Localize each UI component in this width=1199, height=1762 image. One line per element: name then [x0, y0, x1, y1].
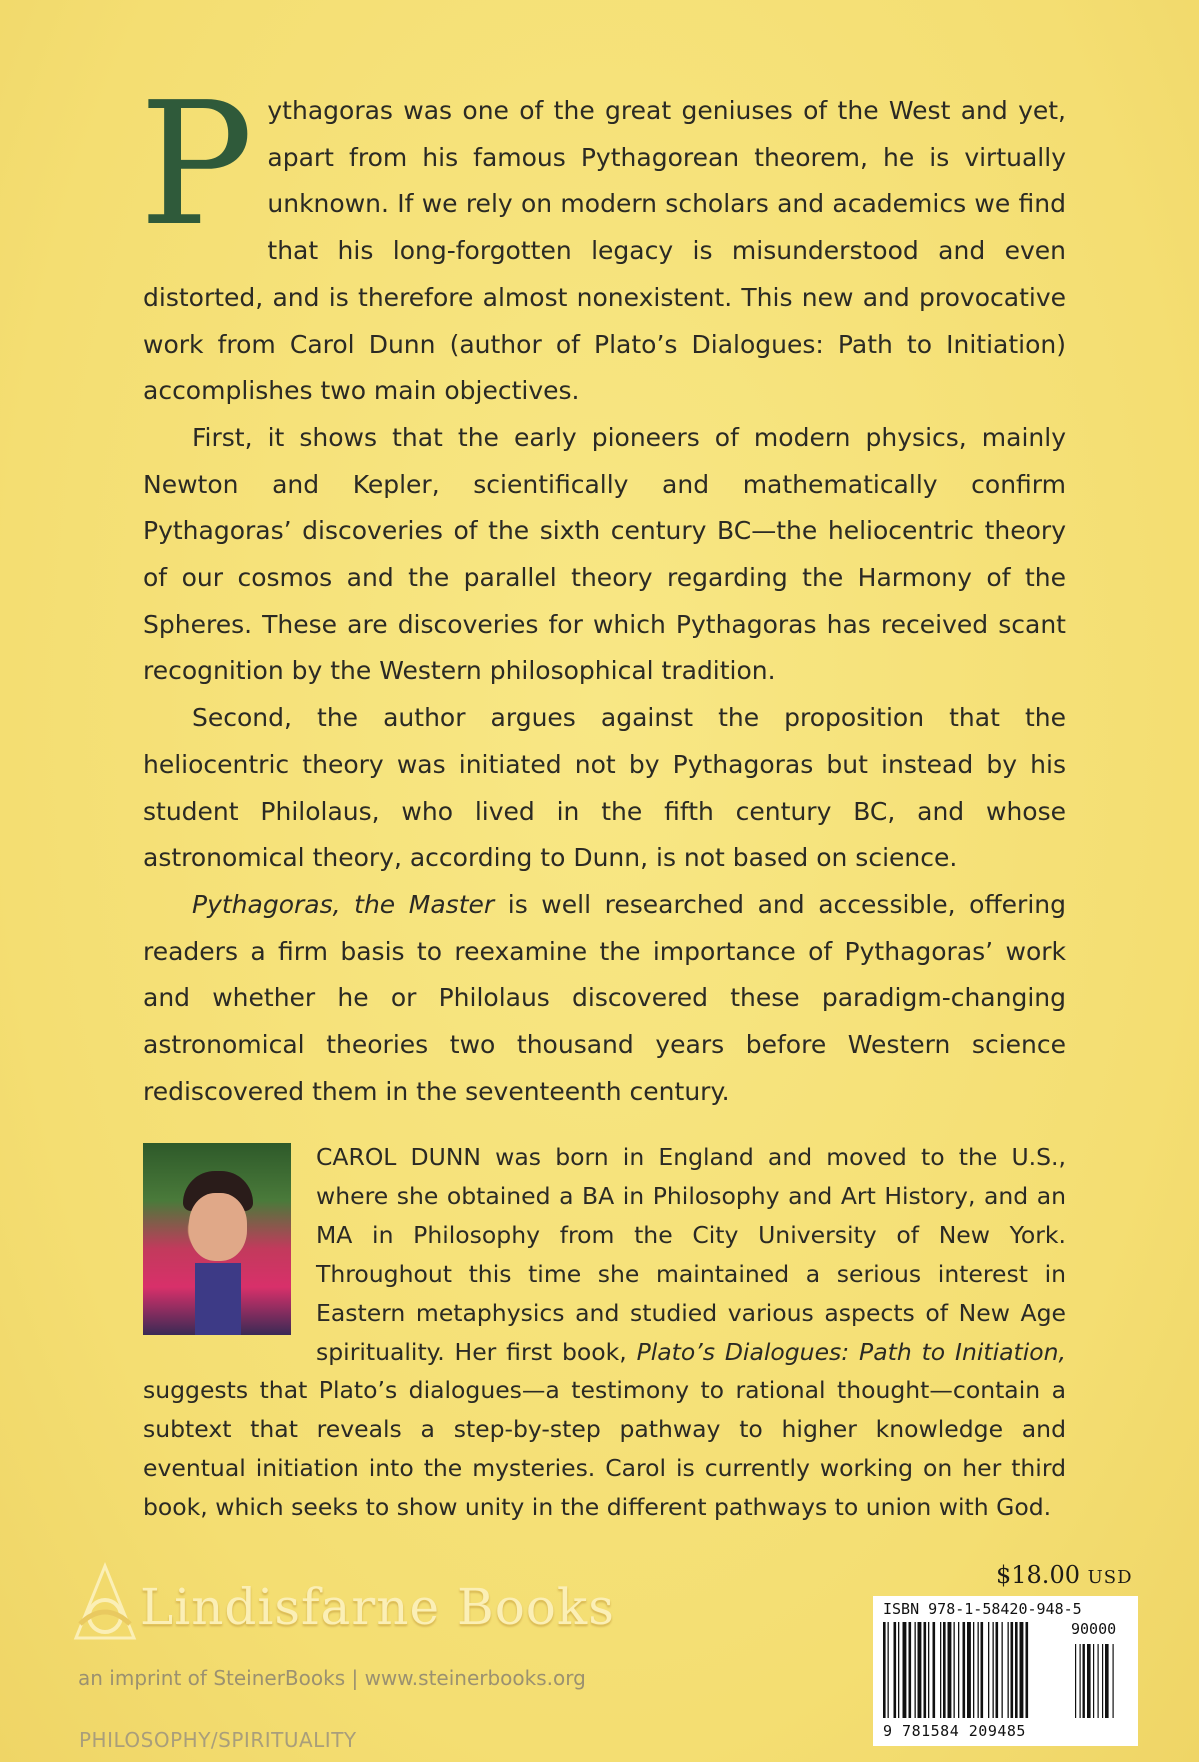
author-bio-text: suggests that Plato’s dialogues—a testimony to rational thought—contain a subtext that reveals a step-by-step pathway to higher knowledge and eventual initiation into the mysteries. Carol is currently working on her third book, which seeks to show unity in the different pathways to union with God.: [143, 1376, 1066, 1522]
publisher-logo: [70, 1560, 630, 1650]
blurb-paragraph: [143, 882, 1066, 1116]
isbn-label: ISBN 978-1-58420-948-5: [883, 1600, 1082, 1618]
ean-digits: 9 781584 209485: [883, 1722, 1026, 1740]
blurb-text: ythagoras was one of the great geniuses of the West and yet, apart from his famous Pythagorean theorem, he is virtually unknown. If we rely on modern scholars and academics we find that his long-forgotten legacy is misunderstood and even distorted, and is therefore almost nonexistent. This new and provocative work from Carol Dunn (author of Plato’s Dialogues: Path to Initiation) accomplishes two main objectives.: [143, 96, 1066, 406]
author-bio: [143, 1138, 1066, 1527]
price-amount: $18.00: [996, 1561, 1080, 1589]
category-label: PHILOSOPHY/SPIRITUALITY: [79, 1728, 357, 1752]
price-currency: USD: [1087, 1567, 1133, 1588]
blurb-paragraph: [139, 66, 1066, 415]
price: [996, 1561, 1133, 1589]
blurb-text: is well researched and accessible, offering readers a firm basis to reexamine the importance of Pythagoras’ work and whether he or Philolaus discovered these paradigm-changing astronomical theories two thousand years before Western science rediscovered them in the seventeenth century.: [143, 889, 1066, 1106]
author-photo: [143, 1143, 291, 1335]
isbn-barcode: [873, 1596, 1138, 1746]
author-bio-text: was born in England and moved to the U.S., where she obtained a BA in Philosophy and Art History, and an MA in Philosophy from the City University of New York. Throughout this time she maintained a serious interest in Eastern metaphysics and studied various aspects of New Age spirituality. Her first book,: [316, 1143, 1066, 1366]
blurb-paragraph: First, it shows that the early pioneers of modern physics, mainly Newton and Kepler, scientifically and mathematically confirm Pythagoras’ discoveries of the sixth century BC—the heliocentric theory of our cosmos and the parallel theory regarding the Harmony of the Spheres. These are discoveries for which Pythagoras has received scant recognition by the Western philosophical tradition.: [143, 422, 1066, 686]
author-name: CAROL DUNN: [316, 1143, 482, 1171]
blurb-paragraph: Second, the author argues against the proposition that the heliocentric theory was initiated not by Pythagoras but instead by his student Philolaus, who lived in the fifth century BC, and whose astronomical theory, according to Dunn, is not based on science.: [143, 703, 1066, 873]
book-blurb: [139, 66, 1066, 1115]
imprint-line: an imprint of SteinerBooks | www.steinerbooks.org: [78, 1666, 586, 1690]
price-code: 90000: [1071, 1620, 1117, 1638]
author-book-title: Plato’s Dialogues: Path to Initiation,: [636, 1337, 1066, 1366]
book-title: Pythagoras, the Master: [192, 889, 495, 919]
publisher-logo-text: Lindisfarne Books: [140, 1578, 615, 1636]
publisher-logo-icon: [70, 1560, 140, 1650]
drop-cap: P: [139, 66, 254, 264]
